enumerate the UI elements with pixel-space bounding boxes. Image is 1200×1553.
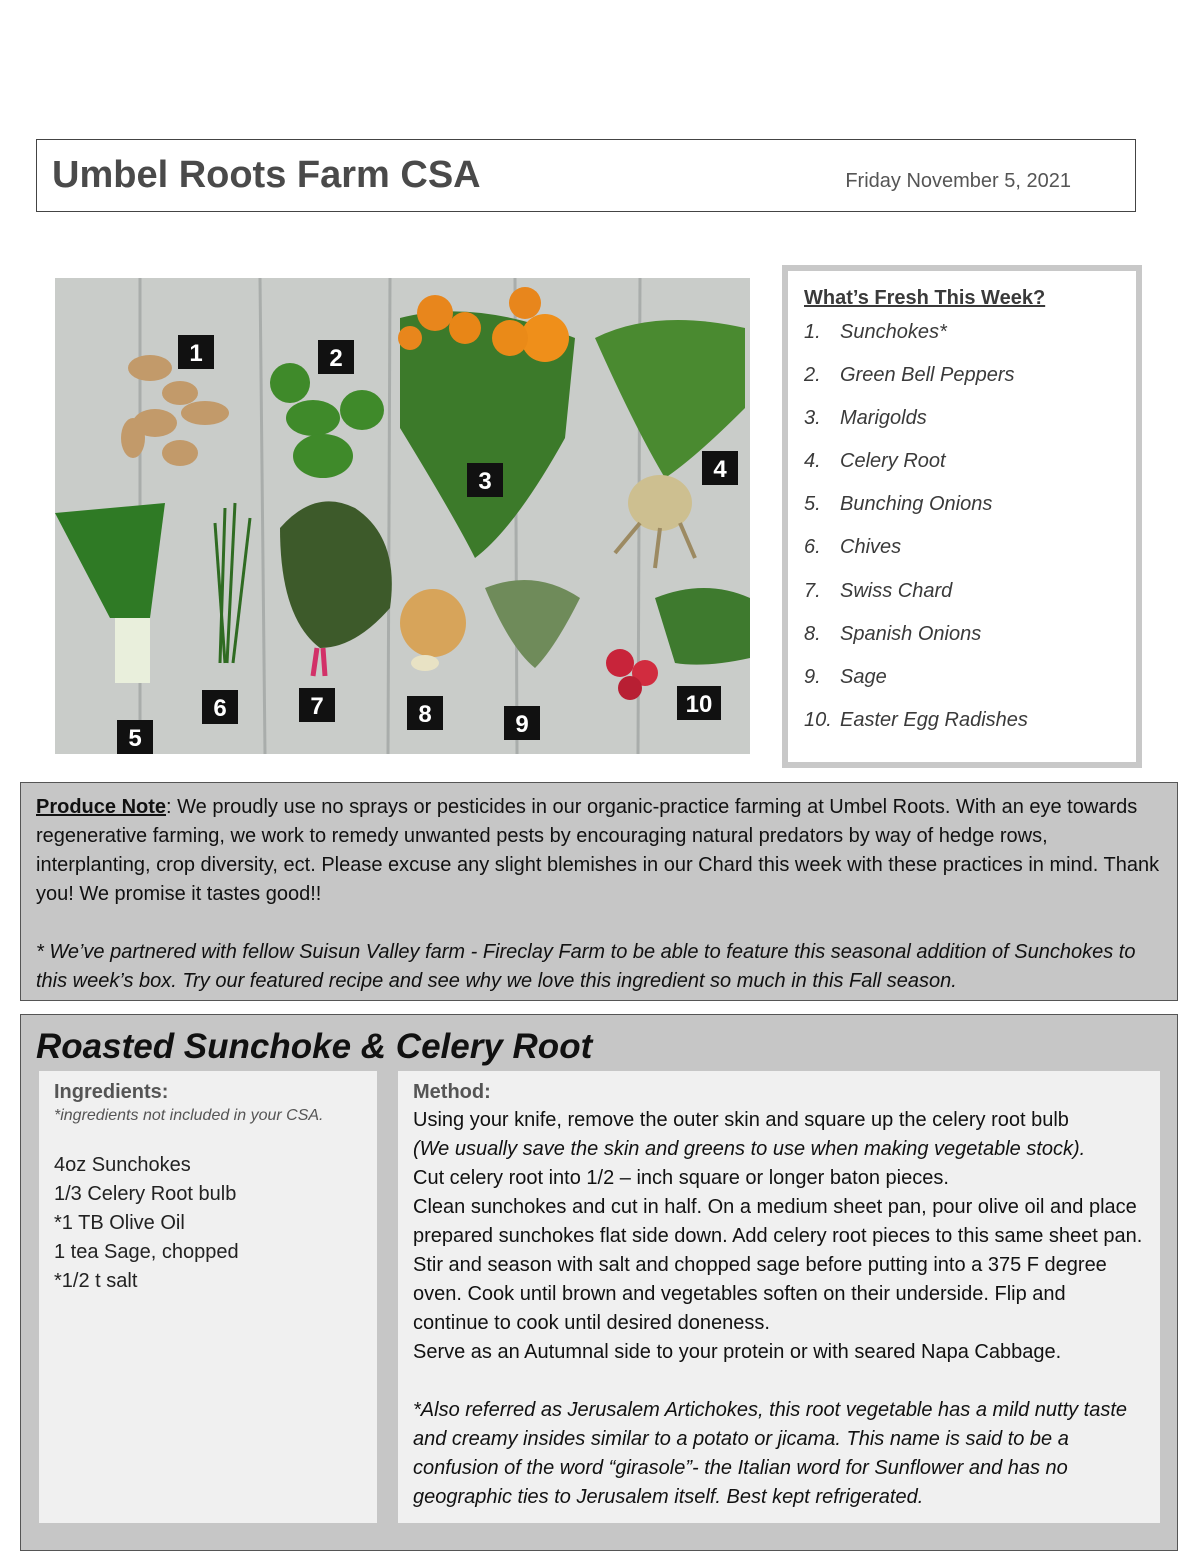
list-item: 4. Celery Root bbox=[804, 450, 946, 473]
produce-note-footnote: * We’ve partnered with fellow Suisun Valley farm - Fireclay Farm to be able to feature this seasonal addition of Sunchokes to this week’s box. Try our featured recipe and see why we love this ingredient so much in this Fall season. bbox=[36, 941, 1136, 992]
list-item: 10. Easter Egg Radishes bbox=[804, 708, 1028, 731]
method-step-4: Serve as an Autumnal side to your protein or with seared Napa Cabbage. bbox=[413, 1341, 1062, 1363]
fresh-list bbox=[804, 321, 1028, 752]
issue-date: Friday November 5, 2021 bbox=[845, 170, 1071, 192]
whats-fresh-panel bbox=[782, 265, 1142, 768]
ingredients-list bbox=[54, 1151, 362, 1296]
produce-photo bbox=[55, 278, 750, 754]
page-title: Umbel Roots Farm CSA bbox=[52, 154, 481, 196]
method-step-1: Using your knife, remove the outer skin and square up the celery root bulb bbox=[413, 1109, 1069, 1131]
list-item: 3. Marigolds bbox=[804, 407, 927, 430]
recipe-title: Roasted Sunchoke & Celery Root bbox=[36, 1027, 593, 1066]
list-item: 1. Sunchokes* bbox=[804, 321, 947, 343]
photo-label-9: 9 bbox=[515, 711, 529, 738]
list-item: 5. Bunching Onions bbox=[804, 493, 993, 516]
produce-photo-illustration bbox=[55, 278, 750, 754]
produce-note-panel bbox=[20, 782, 1178, 1001]
photo-label-5: 5 bbox=[128, 725, 142, 752]
method-step-2: Cut celery root into 1/2 – inch square or longer baton pieces. bbox=[413, 1167, 949, 1189]
list-item: 9. Sage bbox=[804, 665, 887, 688]
photo-label-7: 7 bbox=[310, 693, 324, 720]
photo-label-10: 10 bbox=[685, 691, 713, 718]
produce-note-body: : We proudly use no sprays or pesticides in our organic-practice farming at Umbel Roots. With an eye towards regenerative farming, we work to remedy unwanted pests by encouraging natural predators by way of hedge rows, interplanting, crop diversity, ect. Please excuse any slight blemishes in our Chard this week with these practices in mind. Thank you! We promise it tastes good!! bbox=[36, 796, 1160, 905]
list-item: 2. Green Bell Peppers bbox=[804, 364, 1015, 387]
method-step-3: Clean sunchokes and cut in half. On a medium sheet pan, pour olive oil and place prepared sunchokes flat side down. Add celery root pieces to this same sheet pan. Stir and season with salt and chopped sage before putting into a 375 F degree oven. Cook until brown and vegetables soften on their underside. Flip and continue to cook until desired doneness. bbox=[413, 1196, 1143, 1334]
list-item: 1/3 Celery Root bulb bbox=[54, 1183, 237, 1205]
produce-note-label: Produce Note bbox=[36, 796, 167, 818]
produce-note bbox=[36, 793, 1162, 909]
ingredients-note: *ingredients not included in your CSA. bbox=[54, 1107, 324, 1124]
list-item: *1 TB Olive Oil bbox=[54, 1212, 185, 1234]
whats-fresh-title: What’s Fresh This Week? bbox=[804, 287, 1046, 309]
ingredients-heading: Ingredients: bbox=[54, 1081, 169, 1103]
list-item: 8. Spanish Onions bbox=[804, 622, 982, 645]
photo-label-8: 8 bbox=[418, 701, 432, 728]
method-heading: Method: bbox=[413, 1081, 491, 1103]
recipe-panel bbox=[20, 1014, 1178, 1551]
photo-label-3: 3 bbox=[478, 468, 492, 495]
list-item: 4oz Sunchokes bbox=[54, 1154, 191, 1176]
photo-label-6: 6 bbox=[213, 695, 227, 722]
method-panel bbox=[398, 1071, 1160, 1523]
method-text bbox=[413, 1106, 1145, 1512]
photo-label-1: 1 bbox=[189, 340, 203, 367]
header-box bbox=[36, 139, 1136, 212]
method-footnote: *Also referred as Jerusalem Artichokes, this root vegetable has a mild nutty taste and creamy insides similar to a potato or jicama. This name is said to be a confusion of the word “girasole”- the Italian word for Sunflower and has no geographic ties to Jerusalem itself. Best kept refrigerated. bbox=[413, 1399, 1128, 1508]
photo-label-4: 4 bbox=[713, 456, 727, 483]
list-item: 6. Chives bbox=[804, 536, 902, 559]
photo-label-2: 2 bbox=[329, 345, 343, 372]
ingredients-panel bbox=[39, 1071, 377, 1523]
method-step-1-note: (We usually save the skin and greens to use when making vegetable stock). bbox=[413, 1138, 1086, 1160]
list-item: *1/2 t salt bbox=[54, 1270, 138, 1292]
list-item: 1 tea Sage, chopped bbox=[54, 1241, 239, 1263]
list-item: 7. Swiss Chard bbox=[804, 579, 953, 602]
